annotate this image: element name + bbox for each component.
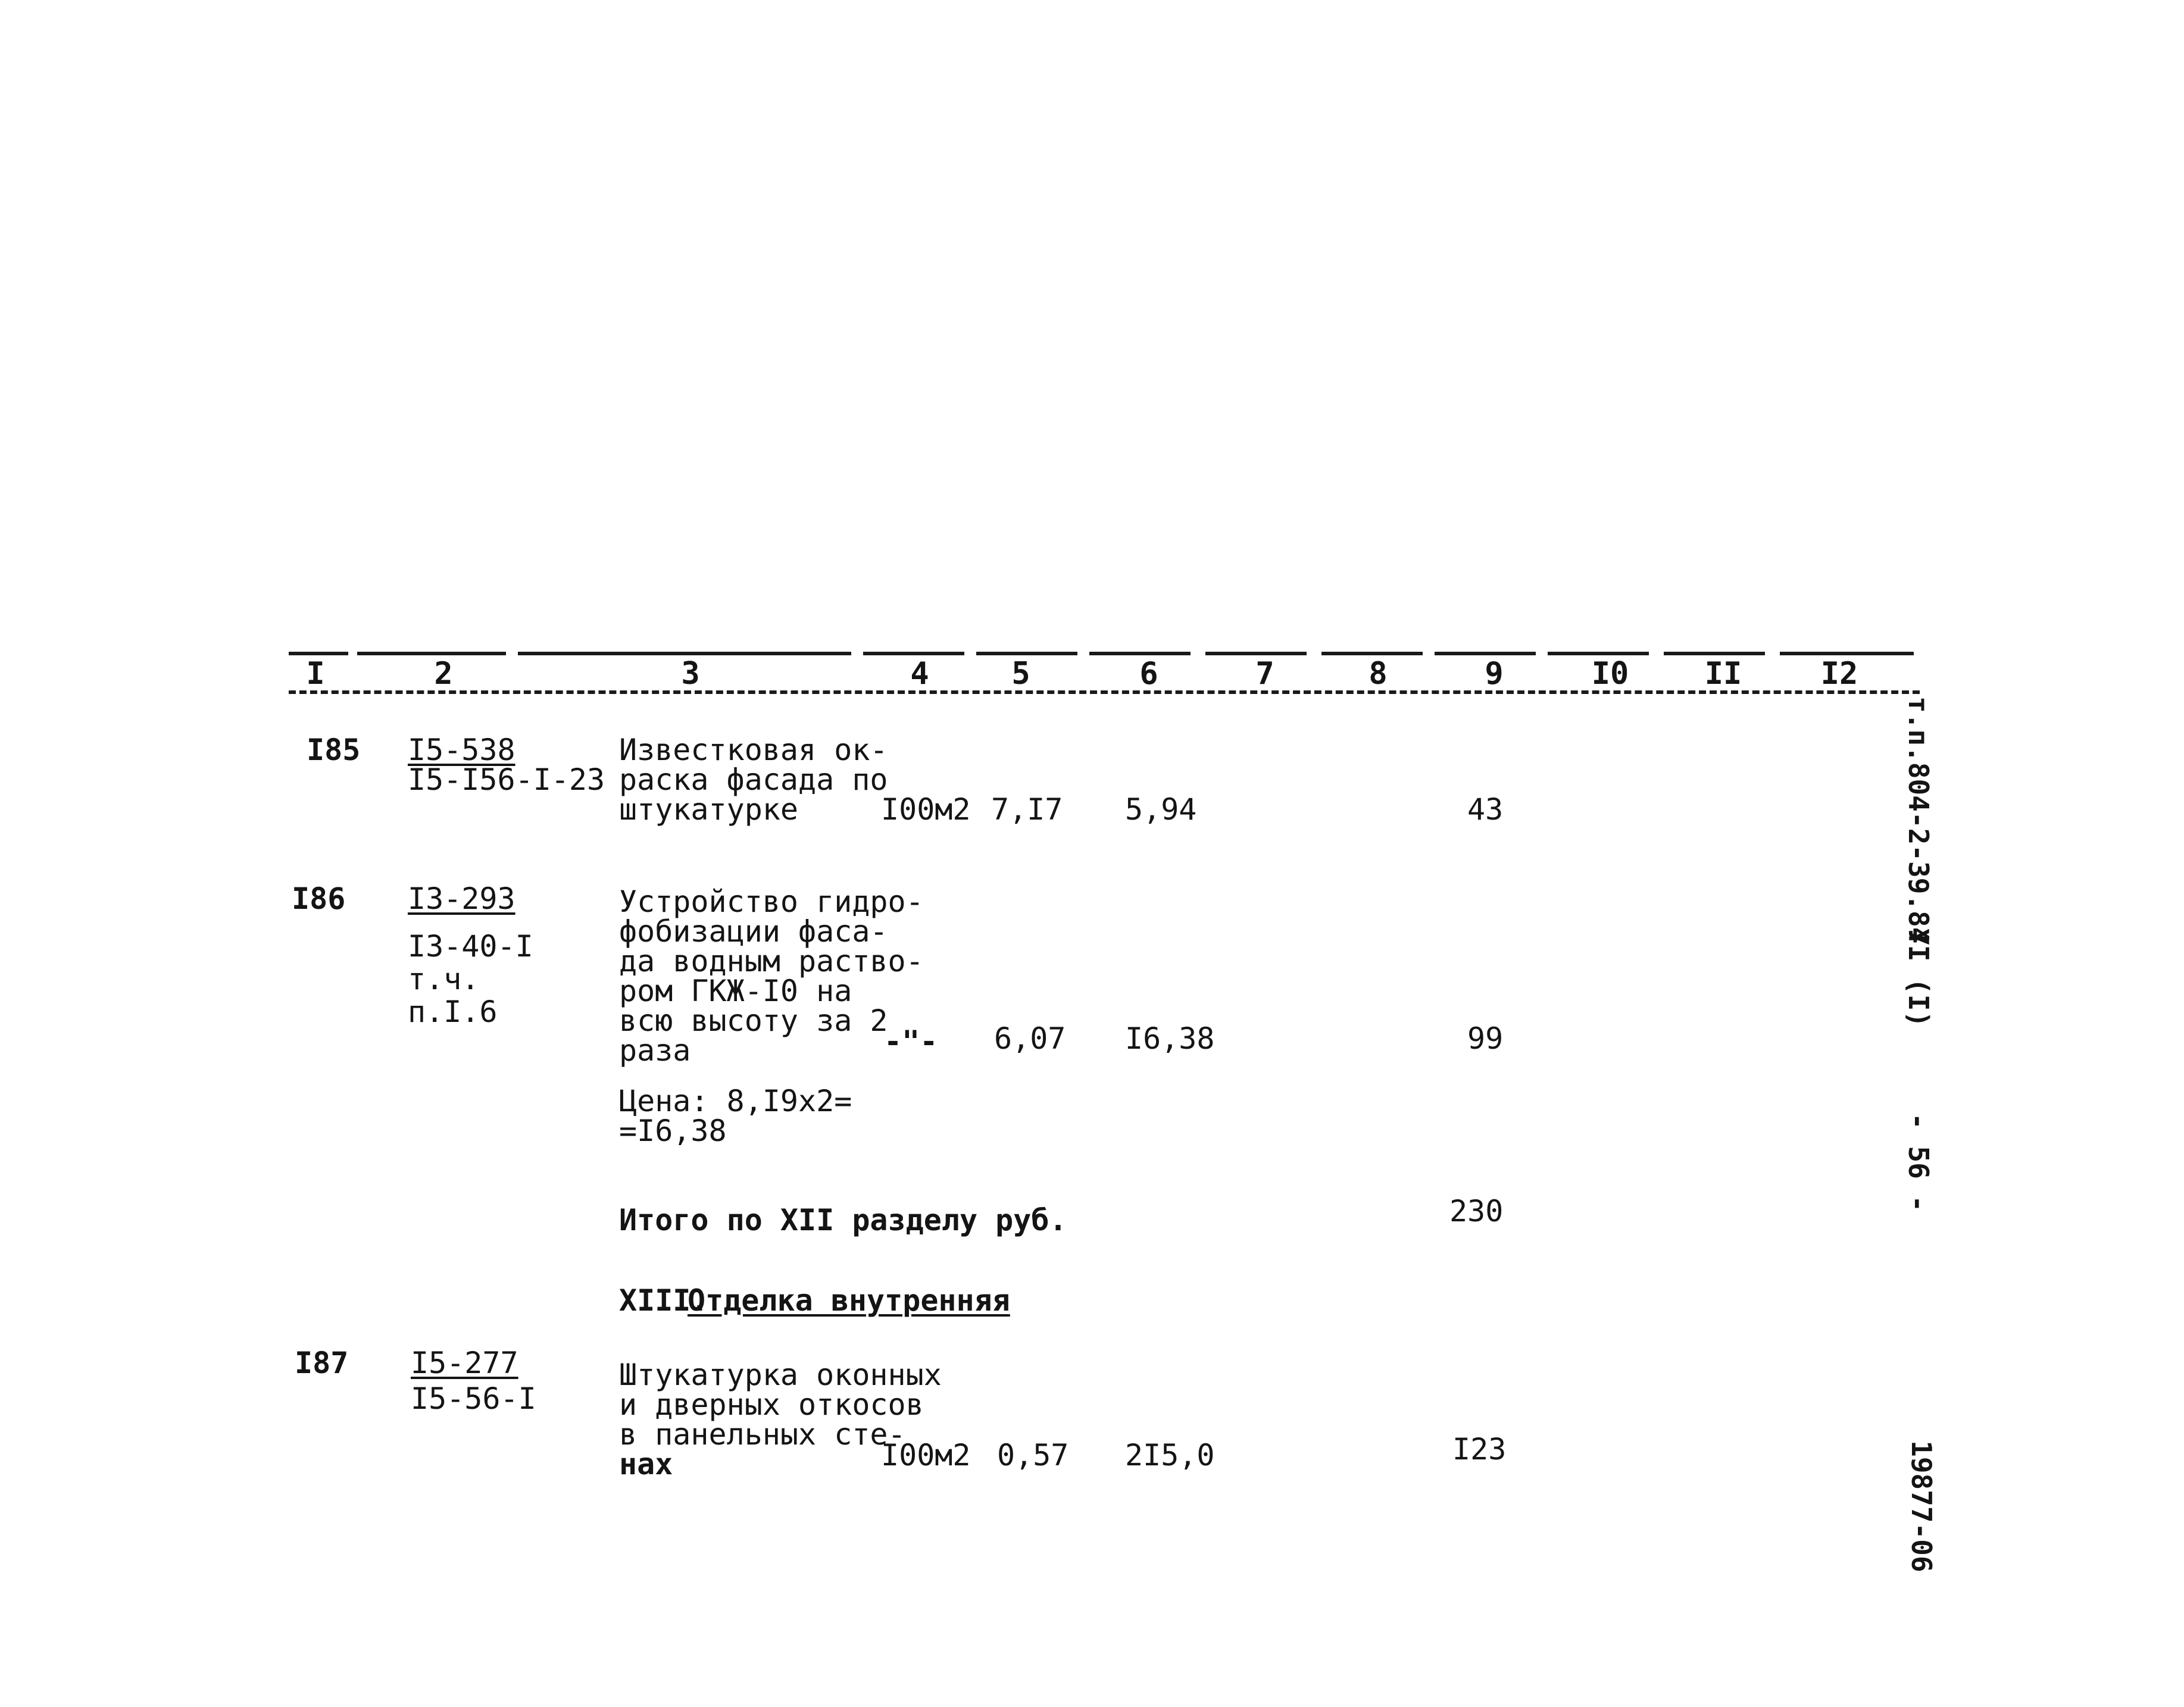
norm-code: I3-293 [408, 881, 515, 916]
header-rule [1548, 652, 1649, 655]
unit-price: 5,94 [1125, 792, 1197, 827]
column-number: 2 [434, 656, 453, 692]
header-rule [518, 652, 851, 655]
section-title: Отделка внутренняя [688, 1283, 1010, 1318]
header-rule [863, 652, 964, 655]
subtotal-value: 230 [1449, 1194, 1504, 1228]
row-description: всю высоту за 2 [619, 1003, 888, 1038]
row-total: 43 [1467, 792, 1504, 827]
norm-code: I3-40-I [408, 929, 533, 964]
header-rule [976, 652, 1077, 655]
norm-code: I5-I56-I-23 [408, 762, 605, 797]
column-number: 6 [1139, 656, 1158, 692]
header-rule [1435, 652, 1536, 655]
column-number: I2 [1820, 656, 1858, 692]
row-description: раза [619, 1033, 691, 1068]
quantity: 7,I7 [991, 792, 1063, 827]
subtotal-label: Итого по XII разделу руб. [619, 1203, 1067, 1237]
header-rule [1664, 652, 1765, 655]
row-description: Штукатурка оконных [619, 1358, 942, 1392]
margin-doc-ref: т.п.804-2-39.84 [1902, 696, 1935, 944]
row-description: да водным раство- [619, 944, 924, 978]
row-number: I85 [307, 733, 361, 767]
quantity: 6,07 [994, 1021, 1066, 1056]
norm-code: I5-277 [411, 1346, 518, 1380]
header-rule [1321, 652, 1423, 655]
margin-page-number: - 56 - [1902, 1113, 1935, 1212]
price-note: Цена: 8,I9x2= [619, 1084, 852, 1118]
quantity: 0,57 [997, 1438, 1069, 1472]
margin-stamp: 19877-06 [1905, 1440, 1938, 1572]
unit-price: 2I5,0 [1125, 1438, 1215, 1472]
row-description: Известковая ок- [619, 733, 888, 767]
unit: I00м2 [881, 1438, 971, 1472]
margin-volume: УI (I) [1902, 928, 1935, 1028]
price-note: =I6,38 [619, 1114, 727, 1148]
column-number: 5 [1011, 656, 1030, 692]
norm-code-note: п.I.6 [408, 995, 498, 1029]
column-number: I0 [1591, 656, 1629, 692]
header-rule [1780, 652, 1914, 655]
row-description: штукатурке [619, 792, 799, 827]
header-rule [1089, 652, 1191, 655]
row-description: ром ГКЖ-I0 на [619, 974, 852, 1008]
header-rule [1205, 652, 1307, 655]
unit-price: I6,38 [1125, 1021, 1215, 1056]
row-total: 99 [1467, 1021, 1504, 1056]
header-rule [289, 652, 348, 655]
column-number: 7 [1255, 656, 1274, 692]
column-number: 9 [1485, 656, 1504, 692]
unit: -"- [884, 1024, 938, 1059]
row-description: Устройство гидро- [619, 884, 924, 919]
norm-code: I5-538 [408, 733, 515, 767]
column-number: 4 [910, 656, 929, 692]
header-dashed-rule [289, 690, 1920, 694]
row-total: I23 [1452, 1432, 1507, 1467]
column-number: I [306, 656, 325, 692]
row-number: I87 [295, 1346, 349, 1380]
column-number: 8 [1368, 656, 1388, 692]
row-description: в панельных сте- [619, 1417, 906, 1452]
column-number: II [1704, 656, 1742, 692]
section-number: XIII. [619, 1283, 709, 1318]
norm-code: I5-56-I [411, 1381, 536, 1416]
row-description: фобизации фаса- [619, 914, 888, 949]
unit: I00м2 [881, 792, 971, 827]
header-rule [357, 652, 506, 655]
row-number: I86 [292, 881, 346, 916]
row-description: раска фасада по [619, 762, 888, 797]
column-number: 3 [681, 656, 700, 692]
row-description: нах [619, 1447, 673, 1481]
norm-code-note: т.ч. [408, 962, 480, 996]
row-description: и дверных откосов [619, 1387, 924, 1422]
